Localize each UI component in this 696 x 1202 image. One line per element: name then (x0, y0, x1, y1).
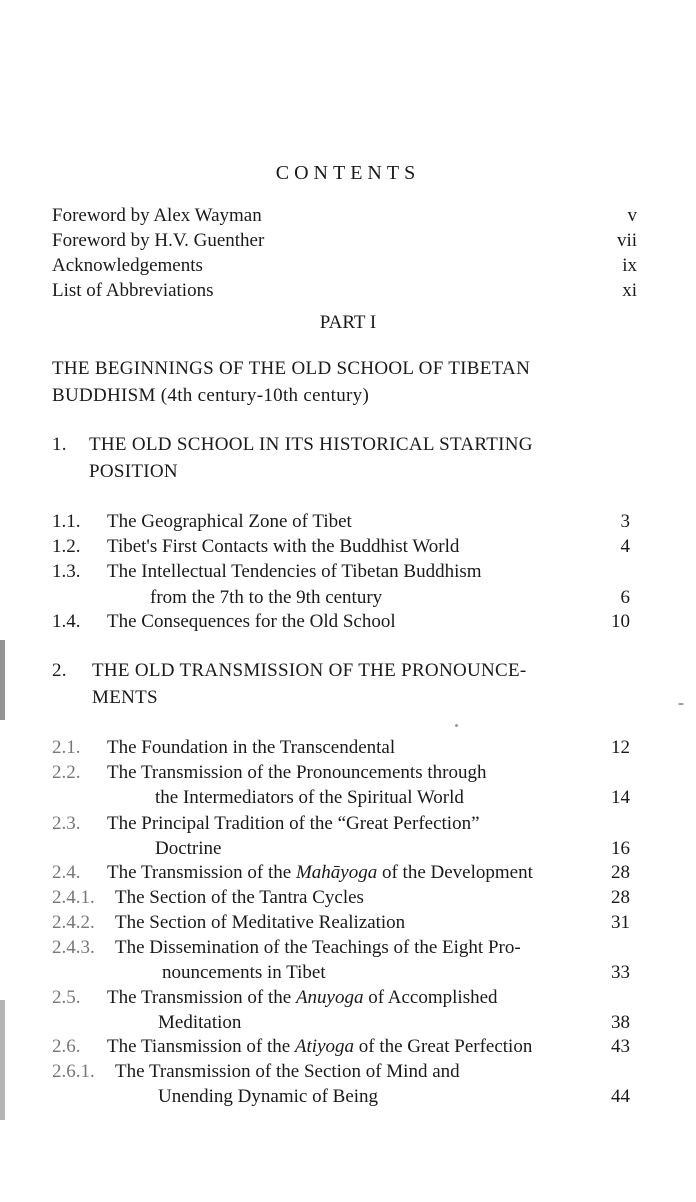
part-label: PART I (319, 312, 377, 333)
toc-entry-text: The Transmission of the Pronouncements through (107, 762, 487, 783)
toc-entry-page: v (627, 205, 637, 226)
toc-entry-text: The Foundation in the Transcendental (107, 737, 396, 758)
toc-entry-page: 16 (611, 838, 630, 859)
toc-entry-number: 1.4. (52, 611, 81, 632)
toc-entry-text-part: of Accomplished (363, 987, 498, 1008)
toc-entry-number: 1.2. (52, 536, 81, 557)
toc-entry-italic: Mahāyoga (295, 862, 378, 883)
toc-entry-text: The Dissemination of the Teachings of the Eight Pro- (115, 937, 521, 958)
toc-entry-page: 14 (611, 787, 630, 808)
toc-entry-text: The Geographical Zone of Tibet (107, 511, 352, 532)
toc-entry-text (107, 987, 498, 1009)
chapter-number: 1. (52, 434, 67, 455)
chapter-title: MENTS (92, 687, 158, 708)
part-title: THE BEGINNINGS OF THE OLD SCHOOL OF TIBETAN (52, 358, 531, 379)
toc-entry-text (107, 862, 533, 884)
toc-entry-text: Tibet's First Contacts with the Buddhist World (107, 536, 460, 557)
toc-entry-text-cont: Unending Dynamic of Being (158, 1086, 379, 1107)
toc-entry-text: Acknowledgements (52, 255, 203, 276)
toc-entry-text: The Section of Meditative Realization (115, 912, 406, 933)
toc-entry-number: 1.3. (52, 561, 81, 582)
toc-entry-italic: Anuyoga (295, 987, 364, 1008)
scan-edge-mark (0, 640, 5, 720)
toc-entry-text-part: The Tiansmission of the (107, 1036, 295, 1057)
chapter-title: THE OLD TRANSMISSION OF THE PRONOUNCE- (92, 660, 527, 681)
toc-entry-page: ix (622, 255, 637, 276)
toc-entry-text-cont: nouncements in Tibet (162, 962, 326, 983)
toc-entry-number: 2.1. (52, 737, 81, 758)
chapter-title: THE OLD SCHOOL IN ITS HISTORICAL STARTING (89, 434, 533, 455)
chapter-title: POSITION (89, 461, 178, 482)
toc-entry-number: 2.4.3. (52, 937, 95, 958)
toc-entry-page: 12 (611, 737, 630, 758)
contents-heading: CONTENTS (275, 162, 421, 184)
toc-entry-page: 10 (611, 611, 630, 632)
toc-entry-text: The Section of the Tantra Cycles (115, 887, 364, 908)
toc-entry-text-part: The Transmission of the (107, 987, 296, 1008)
toc-entry-page: 4 (620, 536, 630, 557)
toc-entry-number: 2.4.2. (52, 912, 95, 933)
toc-entry-number: 2.3. (52, 813, 81, 834)
toc-entry-page: 3 (620, 511, 630, 532)
toc-entry-text: The Consequences for the Old School (107, 611, 396, 632)
toc-entry-page: 6 (620, 587, 630, 608)
toc-entry-text (107, 1036, 532, 1058)
toc-entry-text: The Transmission of the Section of Mind and (115, 1061, 460, 1082)
scan-edge-mark (0, 1000, 5, 1120)
toc-entry-number: 2.6. (52, 1036, 81, 1057)
toc-entry-text-cont: the Intermediators of the Spiritual World (155, 787, 464, 808)
toc-entry-number: 2.4.1. (52, 887, 95, 908)
scan-speck (678, 703, 684, 705)
toc-entry-number: 2.6.1. (52, 1061, 95, 1082)
toc-entry-text-part: of the Development (377, 862, 533, 883)
toc-entry-page: 28 (611, 887, 630, 908)
toc-entry-text-cont: from the 7th to the 9th century (150, 587, 383, 608)
part-title: BUDDHISM (4th century-10th century) (52, 385, 370, 406)
toc-entry-text: The Principal Tradition of the “Great Perfection” (107, 813, 480, 834)
toc-entry-page: xi (622, 280, 637, 301)
toc-entry-text: List of Abbreviations (52, 280, 214, 301)
toc-entry-text-cont: Meditation (158, 1012, 242, 1033)
chapter-number: 2. (52, 660, 67, 681)
toc-entry-number: 2.2. (52, 762, 81, 783)
toc-entry-text: Foreword by H.V. Guenther (52, 230, 265, 251)
toc-entry-page: 38 (611, 1012, 630, 1033)
toc-entry-page: 33 (611, 962, 630, 983)
toc-entry-page: 31 (611, 912, 630, 933)
toc-entry-number: 2.5. (52, 987, 81, 1008)
toc-entry-page: vii (616, 230, 637, 251)
toc-entry-page: 28 (611, 862, 630, 883)
toc-entry-text: Foreword by Alex Wayman (52, 205, 262, 226)
toc-entry-page: 44 (611, 1086, 630, 1107)
toc-entry-italic: Atiyoga (294, 1036, 355, 1057)
toc-entry-number: 2.4. (52, 862, 81, 883)
scan-speck (455, 724, 458, 727)
toc-entry-text: The Intellectual Tendencies of Tibetan Buddhism (107, 561, 482, 582)
toc-entry-text-cont: Doctrine (155, 838, 222, 859)
toc-entry-number: 1.1. (52, 511, 81, 532)
toc-entry-text-part: of the Great Perfection (354, 1036, 533, 1057)
toc-entry-page: 43 (611, 1036, 630, 1057)
toc-entry-text-part: The Transmission of the (107, 862, 296, 883)
